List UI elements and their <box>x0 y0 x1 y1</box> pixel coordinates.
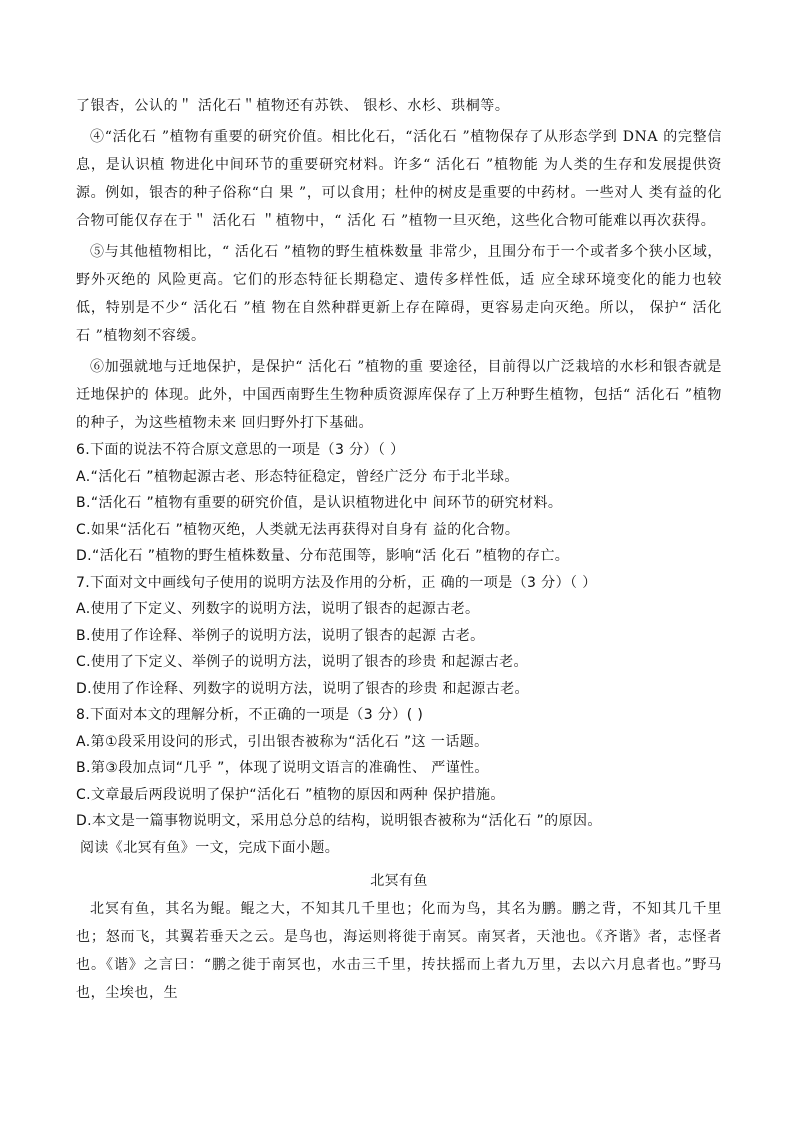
option-b: B.使用了作诠释、举例子的说明方法，说明了银杏的起源 古老。 <box>76 627 485 644</box>
question-6 <box>76 437 722 570</box>
question-7 <box>76 570 722 703</box>
option-c: C.文章最后两段说明了保护“活化石 ”植物的原因和两种 保护措施。 <box>76 786 505 803</box>
option-a: A.第①段采用设问的形式，引出银杏被称为“活化石 ”这 一话题。 <box>76 733 489 750</box>
question-stem: 8.下面对本文的理解分析，不正确的一项是（3 分）( ) <box>76 707 424 723</box>
option-a: A.“活化石 ”植物起源古老、形态特征稳定，曾经广泛分 布于北半球。 <box>76 468 519 485</box>
passage-paragraph-6: ⑥加强就地与迁地保护，是保护“ 活化石 ”植物的重 要途径，目前得以广泛栽培的水杉和银杏就是迁地保护的 体现。此外，中国西南野生生物种质资源库保存了上万种野生植物，包括“ 活化石 ”植物的种子，为这些植物未来 回归野外打下基础。 <box>76 359 722 431</box>
question-8 <box>76 702 722 835</box>
option-d: D.本文是一篇事物说明文，采用总分总的结构，说明银杏被称为“活化石 ”的原因。 <box>76 813 602 829</box>
option-d: D.使用了作诠释、列数字的说明方法，说明了银杏的珍贵 和起源古老。 <box>76 680 529 697</box>
reading-intro: 阅读《北冥有鱼》一文，完成下面小题。 <box>80 839 340 856</box>
option-c: C.使用了下定义、举例子的说明方法，说明了银杏的珍贵 和起源古老。 <box>76 654 528 670</box>
option-d: D.“活化石 ”植物的野生植株数量、分布范围等，影响“活 化石 ”植物的存亡。 <box>76 548 570 564</box>
option-b: B.“活化石 ”植物有重要的研究价值，是认识植物进化中 间环节的研究材料。 <box>76 495 563 511</box>
option-c: C.如果“活化石 ”植物灭绝，人类就无法再获得对自身有 益的化合物。 <box>76 521 520 538</box>
question-stem: 7.下面对文中画线句子使用的说明方法及作用的分析，正 确的一项是（3 分）（ ） <box>76 574 597 591</box>
reading-body: 北冥有鱼，其名为鲲。鲲之大，不知其几千里也；化而为鸟，其名为鹏。鹏之背，不知其几千里也；怒而飞，其翼若垂天之云。是鸟也，海运则将徙于南冥。南冥者，天池也。《齐谐》者，志怪者也。《谐》之言曰：“鹏之徙于南冥也，水击三千里，抟扶摇而上者九万里，去以六月息者也。”野马也，尘埃也，生 <box>76 900 722 1001</box>
option-b: B.第③段加点词“几乎 ”，体现了说明文语言的准确性、 严谨性。 <box>76 760 489 776</box>
passage-paragraph-3-tail: 了银杏，公认的＂ 活化石＂植物还有苏铁、 银杉、水杉、珙桐等。 <box>76 98 510 114</box>
question-stem: 6.下面的说法不符合原文意思的一项是（3 分）（ ） <box>76 442 405 458</box>
passage-paragraph-5: ⑤与其他植物相比，“ 活化石 ”植物的野生植株数量 非常少，且围分布于一个或者多个狭小区域，野外灭绝的 风险更高。它们的形态特征长期稳定、遗传多样性低，适 应全球环境变化的能力也较低，特别是不少“ 活化石 ”植 物在自然种群更新上存在障碍，更容易走向灭绝。所以， 保护“ 活化石 ”植物刻不容缓。 <box>76 244 722 344</box>
option-a: A.使用了下定义、列数字的说明方法，说明了银杏的起源古老。 <box>76 601 480 617</box>
reading-title: 北冥有鱼 <box>370 872 428 889</box>
passage-paragraph-4: ④“活化石 ”植物有重要的研究价值。相比化石，“活化石 ”植物保存了从形态学到 DNA 的完整信息，是认识植 物进化中间环节的重要研究材料。许多“ 活化石 ”植物能 为人类的生存和发展提供资源。例如，银杏的种子俗称“白 果 ”，可以食用；杜仲的树皮是重要的中药材。一些对人 类有益的化合物可能仅存在于＂ 活化石 ＂植物中，“ 活化 石 ”植物一旦灭绝，这些化合物可能难以再次获得。 <box>76 129 722 229</box>
